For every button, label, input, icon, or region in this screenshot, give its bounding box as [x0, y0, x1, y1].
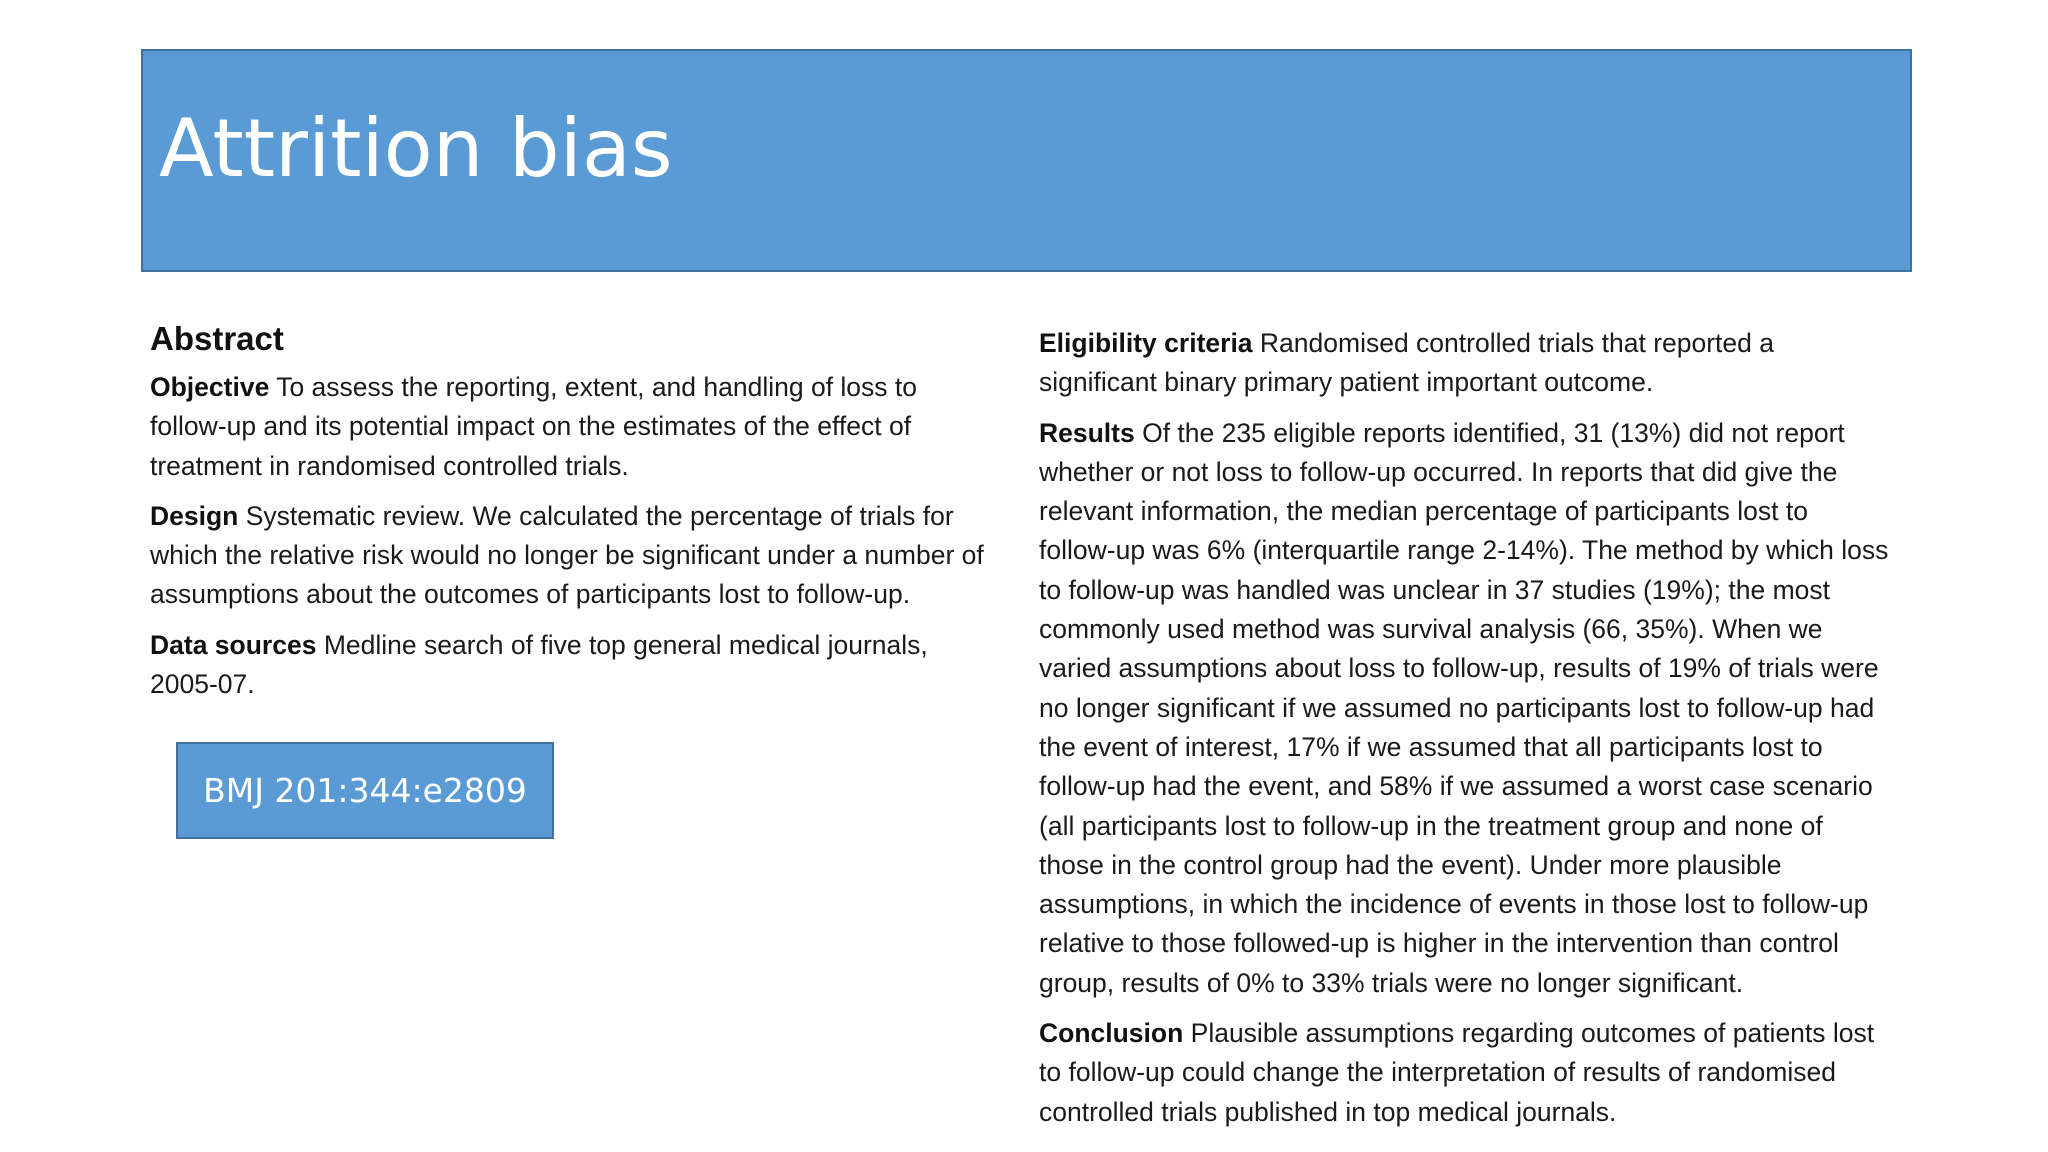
conclusion-text: Plausible assumptions regarding outcomes of patients lost to follow-up could change the interpretation of results of randomised controlled trials published in top medical journals.: [1039, 1018, 1875, 1127]
eligibility-text: Randomised controlled trials that reported a significant binary primary patient important outcome.: [1039, 328, 1774, 398]
design-text: Systematic review. We calculated the percentage of trials for which the relative risk would no longer be significant under a number of assumptions about the outcomes of participants lost to follow-up.: [150, 500, 984, 610]
eligibility-label: Eligibility criteria: [1039, 328, 1253, 358]
slide-title: Attrition bias: [159, 102, 673, 195]
design-paragraph: [150, 497, 990, 615]
abstract-left-column: [150, 316, 990, 715]
eligibility-paragraph: [1039, 324, 1889, 403]
design-label: Design: [150, 500, 239, 531]
title-banner: [141, 49, 1912, 272]
results-label: Results: [1039, 417, 1135, 448]
data-sources-text: Medline search of five top general medical journals, 2005-07.: [150, 629, 928, 700]
citation-text: BMJ 201:344:e2809: [203, 771, 527, 810]
abstract-heading: Abstract: [150, 320, 284, 357]
objective-text: To assess the reporting, extent, and handling of loss to follow-up and its potential impact on the estimates of the effect of treatment in randomised controlled trials.: [150, 372, 918, 481]
objective-label: Objective: [150, 372, 270, 402]
data-sources-label: Data sources: [150, 629, 317, 660]
abstract-right-column: [1039, 324, 1889, 1143]
citation-box: [176, 742, 554, 839]
conclusion-paragraph: [1039, 1014, 1889, 1132]
results-paragraph: [1039, 414, 1889, 1003]
results-text: Of the 235 eligible reports identified, 31 (13%) did not report whether or not loss to follow-up occurred. In reports that did give the relevant information, the median percentage of participants lost to follow-up was 6% (interquartile range 2-14%). The method by which loss to follow-up was handled was unclear in 37 studies (19%); the most commonly used method was survival analysis (66, 35%). When we varied assumptions about loss to follow-up, results of 19% of trials were no longer significant if we assumed no participants lost to follow-up had the event of interest, 17% if we assumed that all participants lost to follow-up had the event, and 58% if we assumed a worst case scenario (all participants lost to follow-up in the treatment group and none of those in the control group had the event). Under more plausible assumptions, in which the incidence of events in those lost to follow-up relative to those followed-up is higher in the intervention than control group, results of 0% to 33% trials were no longer significant.: [1039, 417, 1889, 998]
conclusion-label: Conclusion: [1039, 1018, 1184, 1049]
data-sources-paragraph: [150, 626, 990, 705]
objective-paragraph: [150, 368, 990, 486]
